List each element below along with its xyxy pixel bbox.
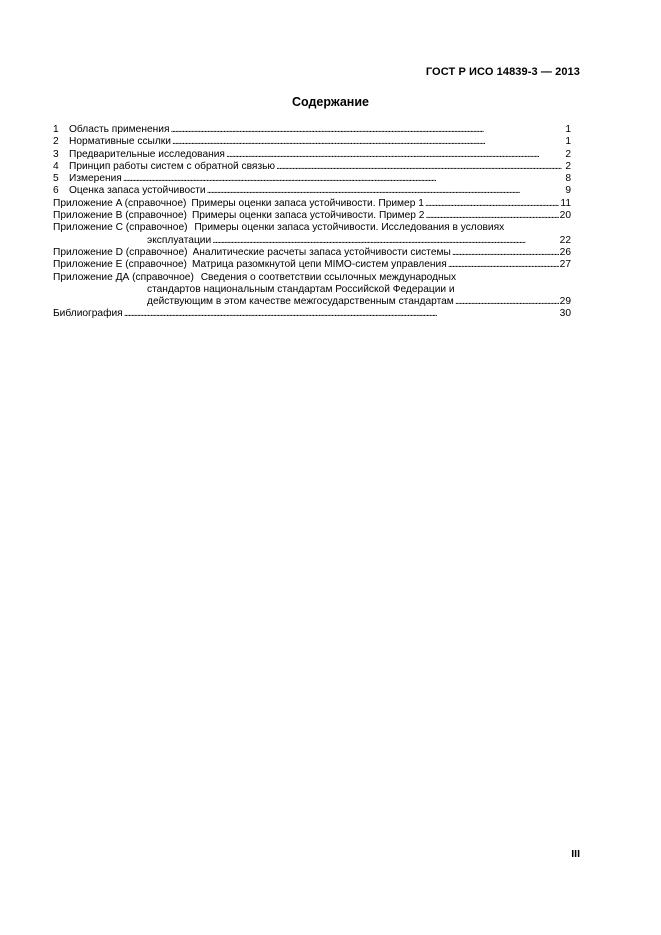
toc-item-label: Область применения [69, 124, 170, 135]
toc-appendix-page: 26 [559, 246, 571, 258]
toc-appendix-title: Приложение A (справочное) [53, 197, 187, 209]
toc-item-page: 2 [565, 148, 571, 160]
toc-item-4[interactable] [53, 161, 571, 173]
toc-appendix-label: Сведения о соответствии ссылочных международных [200, 271, 457, 283]
toc-appendix-last-line [53, 296, 571, 308]
toc-leader-dots [123, 173, 562, 185]
toc-item-page: 9 [565, 185, 571, 197]
toc-appendix-b[interactable] [53, 210, 571, 222]
toc-appendix-page: 29 [559, 296, 571, 308]
toc-leader-dots [212, 235, 558, 247]
toc-item-number: 5 [53, 173, 59, 185]
toc-leader-dots [452, 247, 559, 259]
toc-item-label: Измерения [69, 173, 122, 185]
toc-item-6[interactable] [53, 185, 571, 197]
toc-appendix-a[interactable] [53, 198, 571, 210]
toc-leader-dots [170, 124, 562, 136]
toc-appendix-page: 27 [559, 259, 571, 271]
toc-appendix-label-cont: эксплуатации [147, 234, 212, 246]
toc-appendix-label-cont: действующим в этом качестве межгосударственным стандартам [147, 296, 454, 308]
toc-leader-dots [172, 136, 562, 148]
toc-bibliography[interactable] [53, 308, 571, 320]
toc-item-page: 8 [565, 173, 571, 185]
toc-appendix-first-line [53, 272, 571, 284]
toc-item-label: Библиография [53, 308, 123, 320]
toc-leader-dots [207, 185, 562, 197]
toc-appendix-page: 22 [559, 234, 571, 246]
toc-leader-dots [124, 308, 559, 320]
toc-appendix-title: Приложение C (справочное) [53, 222, 188, 234]
toc-appendix-last-line [53, 235, 571, 247]
toc-appendix-title: Приложение D (справочное) [53, 246, 188, 258]
toc-appendix-first-line [53, 222, 571, 234]
toc-item-2[interactable] [53, 136, 571, 148]
toc-appendix-label: Аналитические расчеты запаса устойчивости системы [192, 246, 451, 258]
toc-item-number: 6 [53, 185, 59, 197]
toc-appendix-title: Приложение ДА (справочное) [53, 271, 194, 283]
toc-item-page: 1 [565, 124, 571, 135]
toc-item-5[interactable] [53, 173, 571, 185]
toc-item-number: 4 [53, 160, 59, 172]
toc-appendix-label: Примеры оценки запаса устойчивости. Пример 2 [191, 210, 425, 222]
toc-appendix-title: Приложение E (справочное) [53, 259, 187, 271]
toc-item-label: Предварительные исследования [69, 148, 225, 160]
toc-item-label: Оценка запаса устойчивости [69, 185, 206, 197]
toc-appendix-e[interactable] [53, 259, 571, 271]
toc-item-label: Принцип работы систем с обратной связью [69, 160, 276, 172]
toc-appendix-label: Примеры оценки запаса устойчивости. Исследования в условиях [194, 222, 505, 234]
toc-leader-dots [455, 296, 559, 308]
toc-leader-dots [276, 161, 562, 173]
page-title: Содержание [291, 95, 369, 109]
toc-leader-dots [425, 198, 560, 210]
page-number: III [571, 848, 580, 860]
toc-leader-dots [425, 210, 558, 222]
toc-item-number: 3 [53, 148, 59, 160]
toc-item-number: 2 [53, 136, 59, 148]
toc-leader-dots [448, 259, 559, 271]
toc-leader-dots [226, 149, 562, 161]
toc-item-number: 1 [53, 124, 59, 135]
toc-appendix-label: Матрица разомкнутой цепи MIMO-систем управления [191, 259, 447, 271]
toc-item-1[interactable] [53, 124, 571, 136]
toc-item-page: 30 [559, 308, 571, 320]
toc-appendix-title: Приложение B (справочное) [53, 210, 187, 222]
toc-item-page: 1 [565, 136, 571, 148]
table-of-contents [53, 124, 571, 321]
toc-item-page: 2 [565, 160, 571, 172]
toc-appendix-c[interactable] [53, 222, 571, 247]
toc-appendix-da[interactable] [53, 272, 571, 309]
toc-appendix-page: 20 [559, 210, 571, 222]
toc-appendix-page: 11 [560, 197, 571, 209]
toc-appendix-label-cont: стандартов национальным стандартам Российской Федерации и [147, 283, 455, 295]
toc-appendix-d[interactable] [53, 247, 571, 259]
toc-item-3[interactable] [53, 149, 571, 161]
document-code: ГОСТ Р ИСО 14839-3 — 2013 [425, 66, 580, 78]
toc-appendix-label: Примеры оценки запаса устойчивости. Пример 1 [191, 197, 424, 209]
toc-item-label: Нормативные ссылки [69, 136, 171, 148]
